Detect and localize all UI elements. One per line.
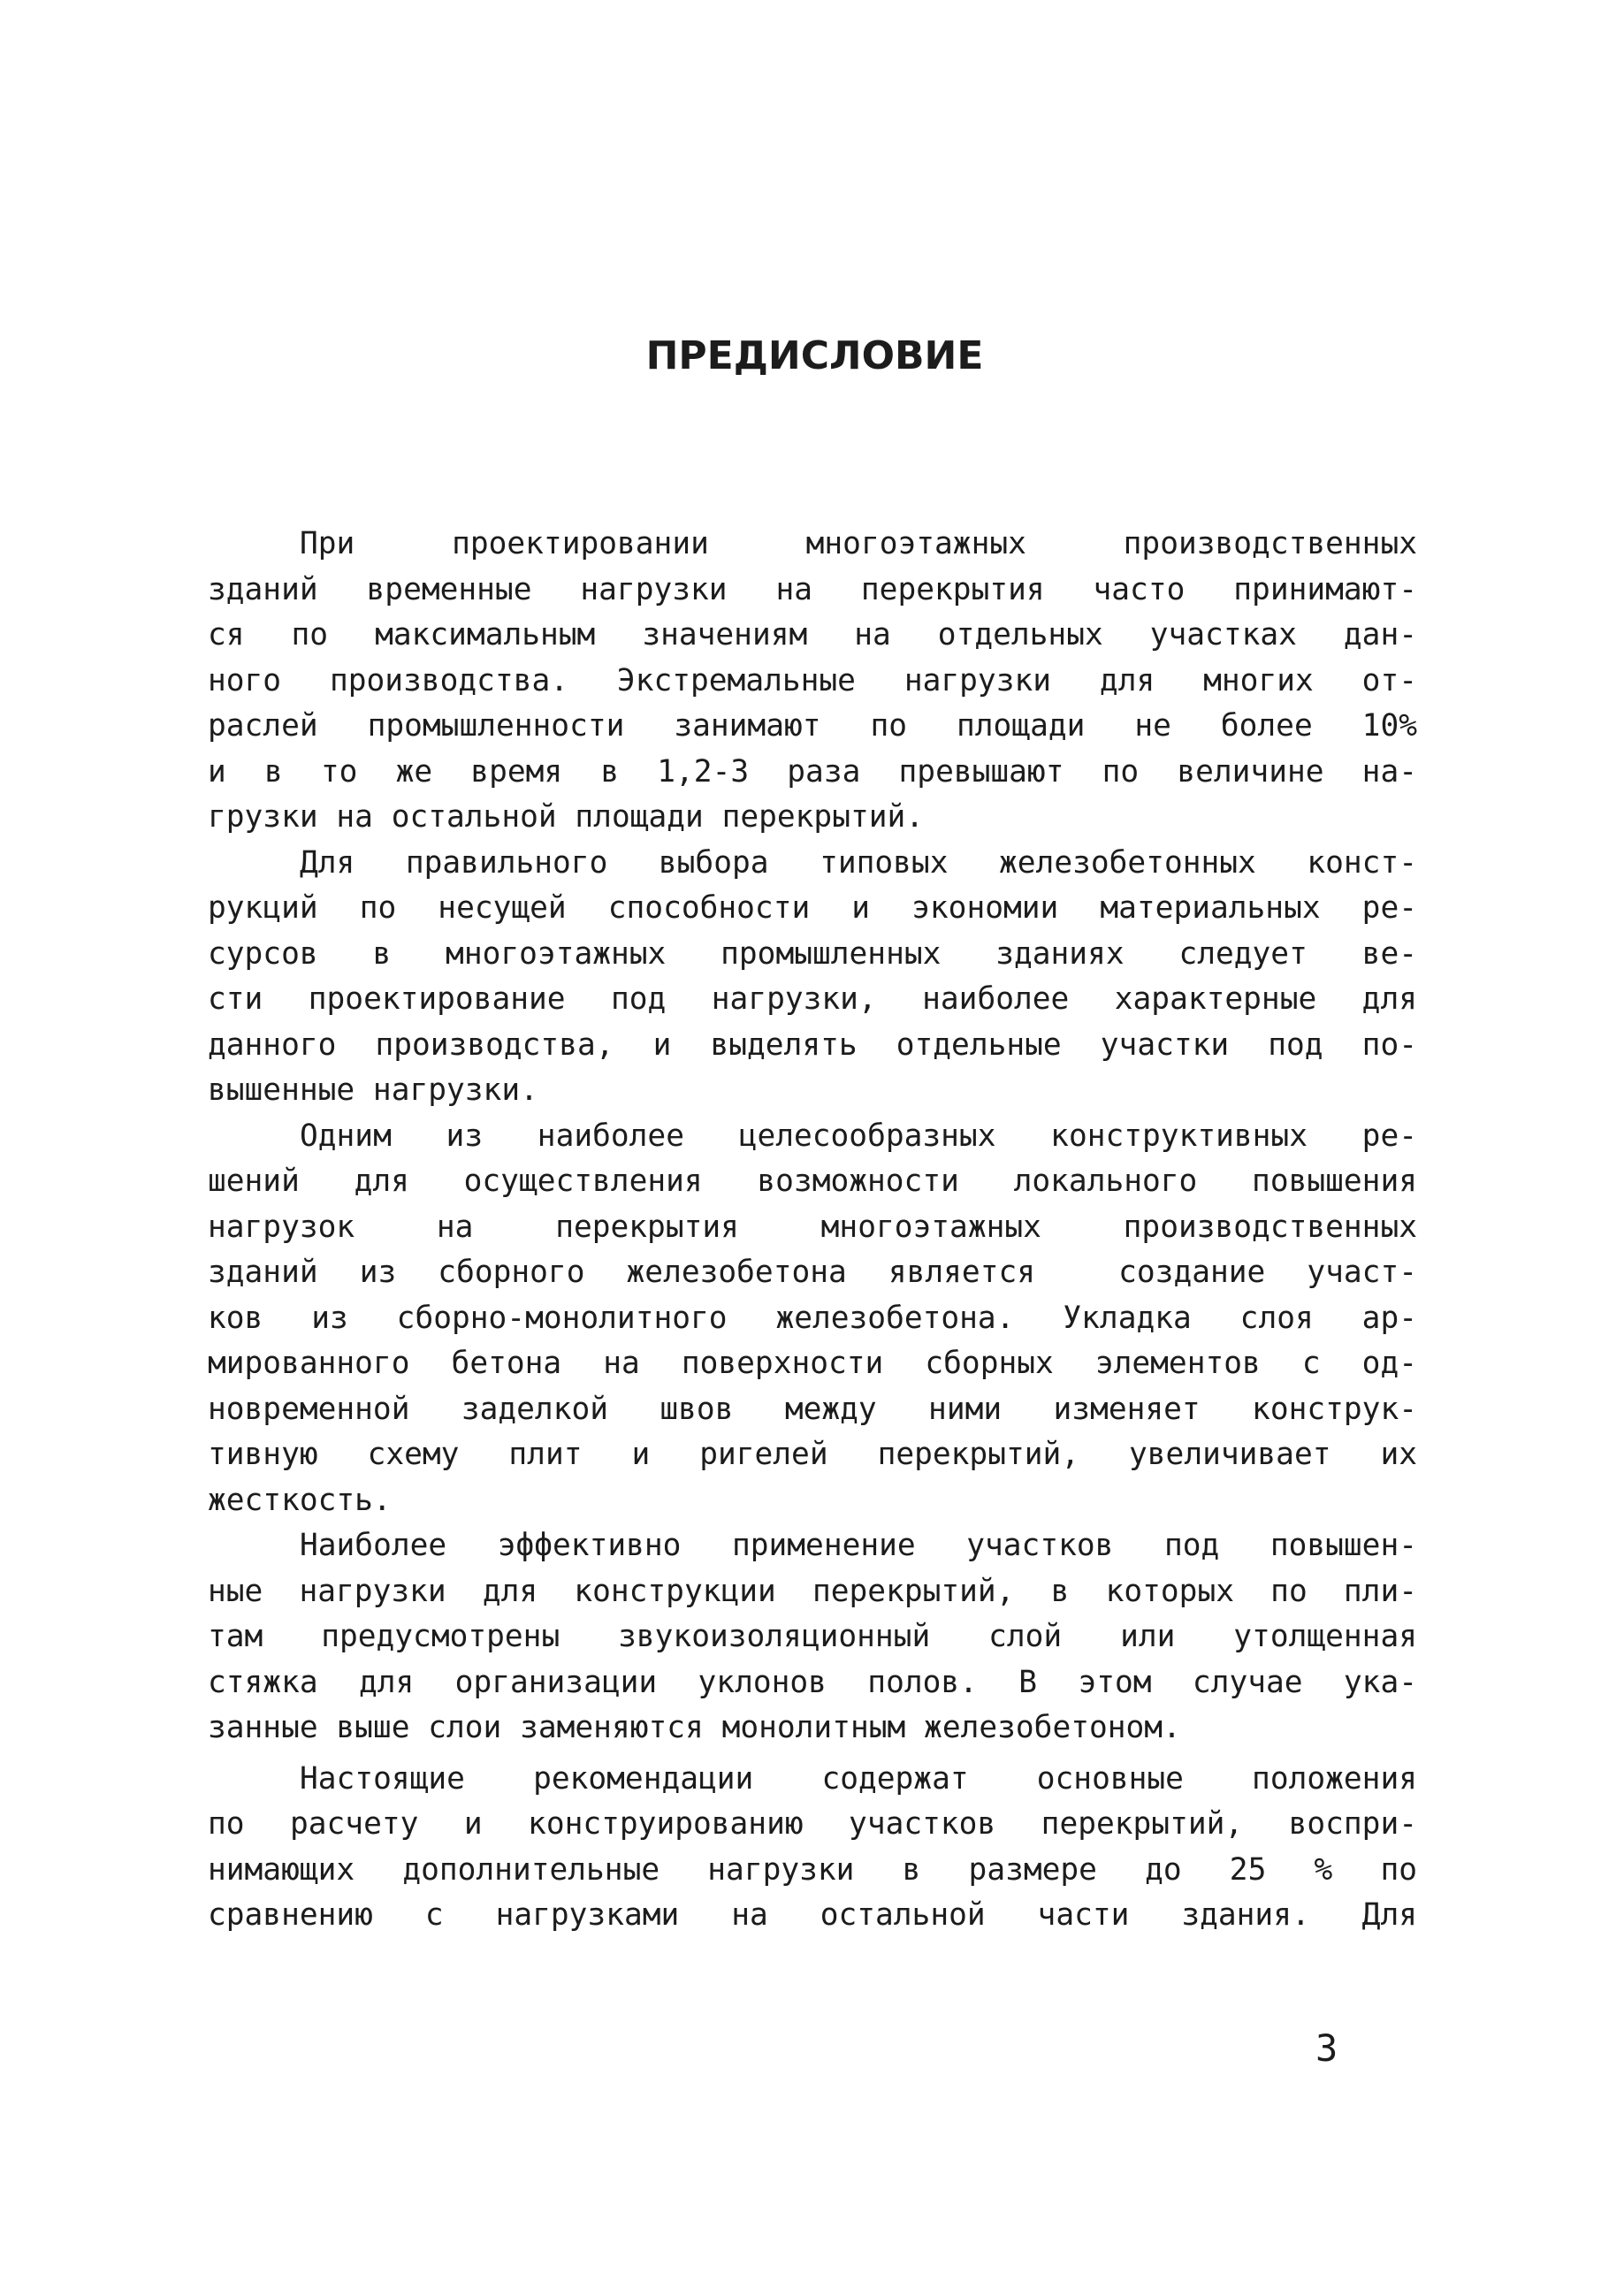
text-line: мированного бетона на поверхности сборных элементов с од- [208, 1346, 1417, 1381]
text-line: Наиболее эффективно применение участков под повышен- [300, 1528, 1417, 1563]
text-line: При проектировании многоэтажных производственных [300, 526, 1417, 561]
text-line: новременной заделкой швов между ними изменяет конструк- [208, 1391, 1417, 1427]
text-line: данного производства, и выделять отдельные участки под по- [208, 1026, 1417, 1063]
text-line: там предусмотрены звукоизоляционный слой или утолщенная [208, 1619, 1417, 1654]
text-line: жесткость. [208, 1482, 392, 1518]
text-line: Для правильного выбора типовых железобетонных конст- [300, 844, 1417, 881]
text-line: сти проектирование под нагрузки, наиболее характерные для [208, 981, 1417, 1017]
text-line: тивную схему плит и ригелей перекрытий, увеличивает их [208, 1437, 1417, 1472]
body-text [208, 522, 1417, 1939]
text-line: нагрузок на перекрытия многоэтажных производственных [208, 1209, 1417, 1245]
text-line: раслей промышленности занимают по площади не более 10% [208, 708, 1417, 744]
text-line: и в то же время в 1,2-3 раза превышают по величине на- [208, 753, 1417, 790]
text-line: по расчету и конструированию участков перекрытий, воспри- [208, 1806, 1417, 1842]
text-line: стяжка для организации уклонов полов. В этом случае ука- [208, 1664, 1417, 1700]
text-line: занные выше слои заменяются монолитным железобетоном. [208, 1710, 1181, 1745]
text-line: сравнению с нагрузками на остальной части здания. Для [208, 1897, 1417, 1933]
text-line: Настоящие рекомендации содержат основные положения [300, 1760, 1417, 1797]
text-line: ные нагрузки для конструкции перекрытий, в которых по пли- [208, 1573, 1417, 1609]
text-line: рукций по несущей способности и экономии материальных ре- [208, 890, 1417, 926]
text-line: грузки на остальной площади перекрытий. [208, 799, 925, 835]
page-title: ПРЕДИСЛОВИЕ [645, 333, 984, 378]
text-line: ся по максимальным значениям на отдельных участках дан- [208, 617, 1417, 652]
text-line: шений для осуществления возможности локального повышения [208, 1164, 1417, 1199]
text-line: вышенные нагрузки. [208, 1072, 538, 1108]
page-number: 3 [1315, 2026, 1338, 2070]
text-line: ков из сборно-монолитного железобетона. Укладка слоя ар- [208, 1300, 1417, 1336]
text-line: ного производства. Экстремальные нагрузки для многих от- [208, 662, 1417, 698]
text-line: сурсов в многоэтажных промышленных зданиях следует ве- [208, 935, 1417, 972]
text-line: зданий из сборного железобетона является создание участ- [208, 1255, 1417, 1290]
text-line: нимающих дополнительные нагрузки в размере до 25 % по [208, 1851, 1417, 1888]
text-line: зданий временные нагрузки на перекрытия часто принимают- [208, 571, 1417, 607]
text-line: Одним из наиболее целесообразных конструктивных ре- [300, 1118, 1417, 1154]
